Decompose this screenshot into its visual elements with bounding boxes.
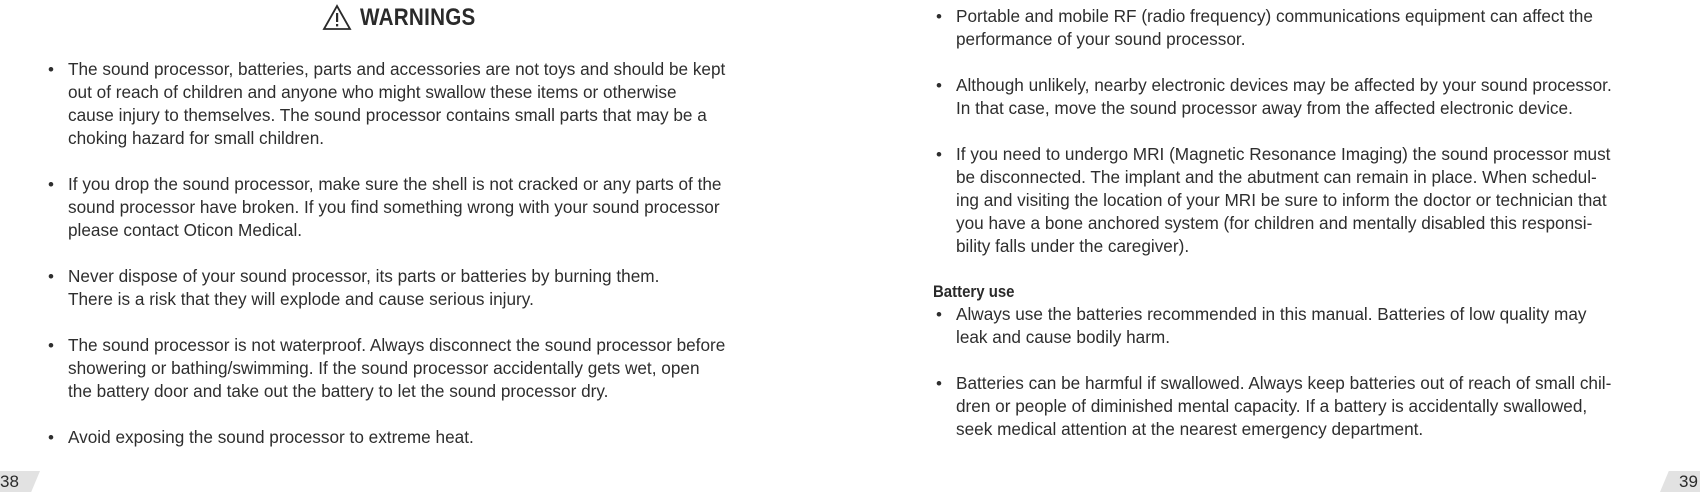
bullet-icon: • bbox=[936, 305, 942, 324]
battery-use-heading: Battery use bbox=[933, 282, 1015, 301]
bullet-icon: • bbox=[48, 175, 54, 194]
list-item: • If you drop the sound processor, make sure the shell is not cracked or any parts of the sound processor have broken. If you find something wrong with your sound processor please contact Oticon Medical. bbox=[48, 174, 722, 240]
bullet-icon: • bbox=[936, 76, 942, 95]
left-warnings-list bbox=[48, 58, 768, 449]
warnings-heading bbox=[322, 4, 494, 32]
battery-use-list bbox=[936, 303, 1656, 441]
bullet-icon: • bbox=[48, 428, 54, 447]
list-item: • Portable and mobile RF (radio frequency) communications equipment can affect the performance of your sound processor. bbox=[936, 6, 1593, 49]
page-number: 39 bbox=[1679, 472, 1698, 491]
bullet-icon: • bbox=[48, 267, 54, 286]
list-item: • If you need to undergo MRI (Magnetic Resonance Imaging) the sound processor must be disconnected. The implant and the abutment can remain in place. When schedul- ing and visiting the location of your MRI be sure to inform the doctor or technician that you have a bone anchored system (for children and mentally disabled this responsi- bility falls under the caregiver). bbox=[936, 144, 1611, 256]
list-item: • Although unlikely, nearby electronic devices may be affected by your sound processor. In that case, move the sound processor away from the affected electronic device. bbox=[936, 75, 1612, 118]
bullet-icon: • bbox=[936, 7, 942, 26]
bullet-icon: • bbox=[936, 145, 942, 164]
warning-triangle-icon bbox=[322, 4, 352, 32]
list-item: • Always use the batteries recommended in this manual. Batteries of low quality may leak and cause bodily harm. bbox=[936, 304, 1587, 347]
list-item: • The sound processor, batteries, parts and accessories are not toys and should be kept out of reach of children and anyone who might swallow these items or otherwise cause injury to themselves. The sound processor contains small parts that may be a choking hazard for small children. bbox=[48, 59, 726, 148]
bullet-icon: • bbox=[48, 60, 54, 79]
bullet-icon: • bbox=[936, 374, 942, 393]
right-warnings-list bbox=[936, 5, 1656, 258]
page-number: 38 bbox=[0, 472, 19, 491]
list-item: • The sound processor is not waterproof. Always disconnect the sound processor before showering or bathing/swimming. If the sound processor accidentally gets wet, open the battery door and take out the battery to let the sound processor dry. bbox=[48, 335, 726, 401]
bullet-icon: • bbox=[48, 336, 54, 355]
list-item: • Batteries can be harmful if swallowed. Always keep batteries out of reach of small chil- dren or people of diminished mental capacity. If a battery is accidentally swallowed, seek medical attention at the nearest emergency department. bbox=[936, 373, 1612, 439]
list-item: • Avoid exposing the sound processor to extreme heat. bbox=[48, 427, 474, 447]
list-item: • Never dispose of your sound processor, its parts or batteries by burning them. There is a risk that they will explode and cause serious injury. bbox=[48, 266, 660, 309]
warnings-title: WARNINGS bbox=[360, 4, 476, 31]
